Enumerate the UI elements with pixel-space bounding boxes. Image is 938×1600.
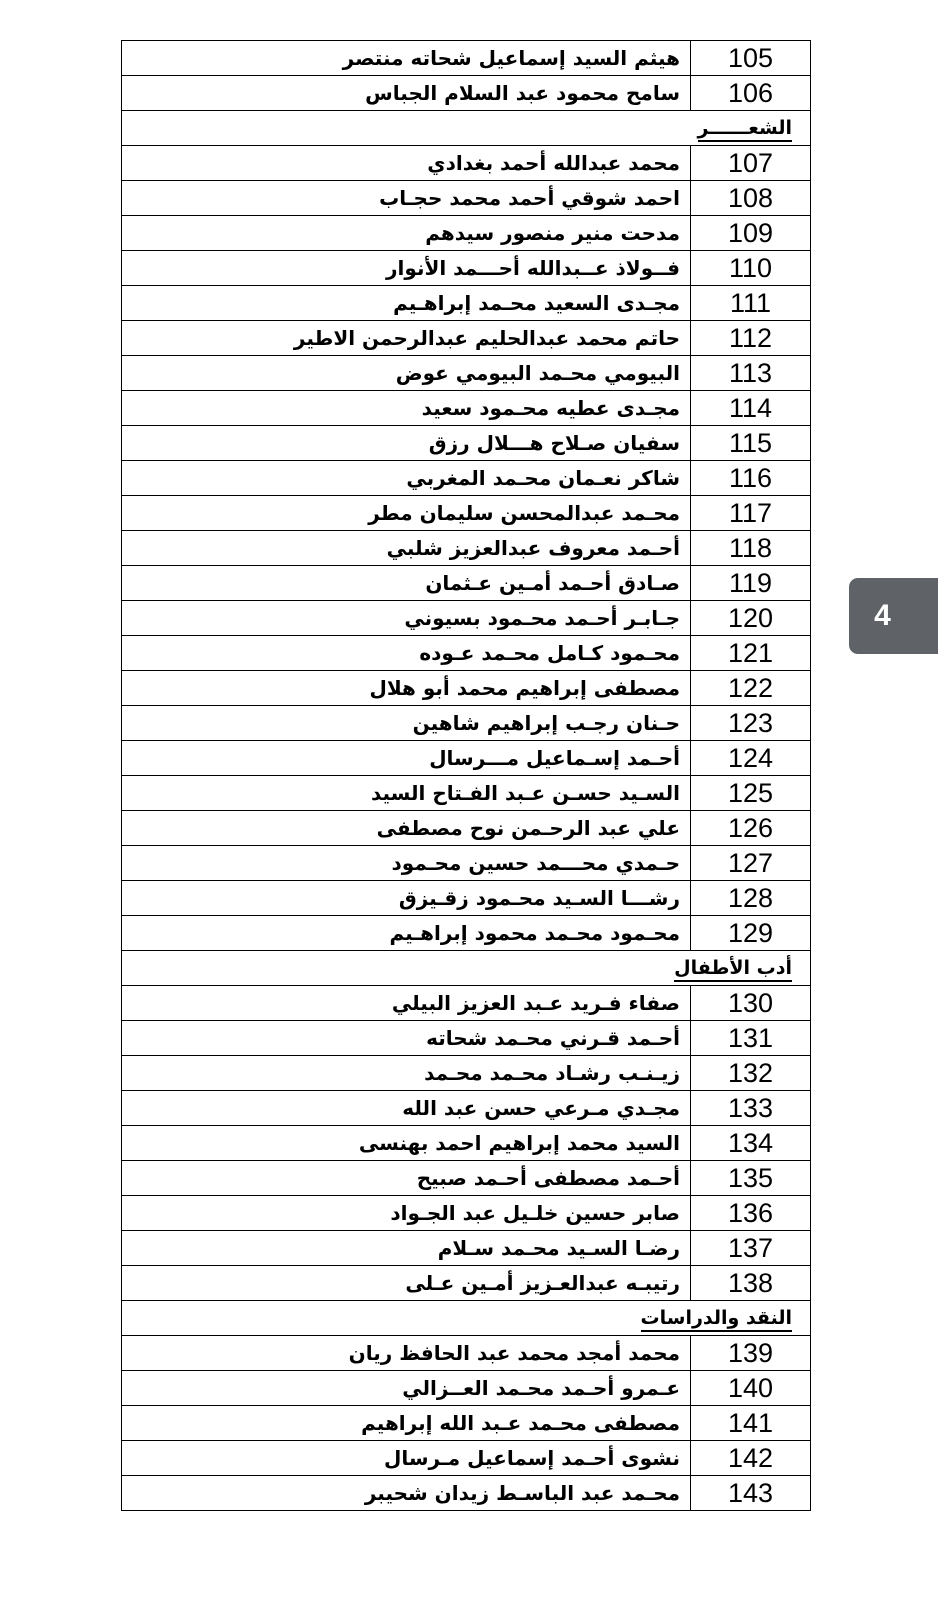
person-name: محـمود كـامل محـمد عـوده — [122, 636, 691, 671]
person-name: جـابـر أحـمد محـمود بسيوني — [122, 601, 691, 636]
table-row — [122, 706, 811, 741]
table-row — [122, 1091, 811, 1126]
table-row — [122, 1056, 811, 1091]
entry-number: 109 — [691, 216, 811, 251]
table-row — [122, 1231, 811, 1266]
table-row — [122, 846, 811, 881]
person-name: محـمود محـمد محمود إبراهـيم — [122, 916, 691, 951]
table-row — [122, 496, 811, 531]
table-row — [122, 601, 811, 636]
table-row — [122, 811, 811, 846]
entry-number: 126 — [691, 811, 811, 846]
person-name: هيثم السيد إسماعيل شحاته منتصر — [122, 41, 691, 76]
entry-number: 107 — [691, 146, 811, 181]
person-name: صفاء فـريد عـبد العزيز البيلي — [122, 986, 691, 1021]
entry-number: 121 — [691, 636, 811, 671]
entry-number: 119 — [691, 566, 811, 601]
entry-number: 123 — [691, 706, 811, 741]
person-name: صـادق أحـمد أمـين عـثمان — [122, 566, 691, 601]
table-row — [122, 986, 811, 1021]
person-name: أحـمد معروف عبدالعزيز شلبي — [122, 531, 691, 566]
entry-number: 137 — [691, 1231, 811, 1266]
table-row — [122, 461, 811, 496]
person-name: شاكر نعـمان محـمد المغربي — [122, 461, 691, 496]
person-name: احمد شوقي أحمد محمد حجـاب — [122, 181, 691, 216]
entry-number: 116 — [691, 461, 811, 496]
entry-number: 114 — [691, 391, 811, 426]
table-row — [122, 76, 811, 111]
table-row — [122, 1476, 811, 1511]
table-row — [122, 286, 811, 321]
section-title: النقد والدراسات — [641, 1306, 792, 1332]
table-row — [122, 916, 811, 951]
person-name: مدحت منير منصور سيدهم — [122, 216, 691, 251]
table-row — [122, 181, 811, 216]
names-table-body — [122, 41, 811, 1511]
entry-number: 136 — [691, 1196, 811, 1231]
section-title: أدب الأطفال — [674, 956, 792, 982]
person-name: مجـدي مـرعي حسن عبد الله — [122, 1091, 691, 1126]
table-row — [122, 216, 811, 251]
section-title: الشعــــــر — [698, 116, 793, 142]
section-header-cell — [122, 111, 811, 146]
table-row — [122, 1406, 811, 1441]
table-row — [122, 671, 811, 706]
entry-number: 113 — [691, 356, 811, 391]
table-row — [122, 531, 811, 566]
person-name: البيومي محـمد البيومي عوض — [122, 356, 691, 391]
entry-number: 131 — [691, 1021, 811, 1056]
entry-number: 122 — [691, 671, 811, 706]
table-row — [122, 1021, 811, 1056]
entry-number: 140 — [691, 1371, 811, 1406]
entry-number: 115 — [691, 426, 811, 461]
entry-number: 111 — [691, 286, 811, 321]
entry-number: 128 — [691, 881, 811, 916]
person-name: نشوى أحـمد إسماعيل مـرسال — [122, 1441, 691, 1476]
person-name: مجـدى السعيد محـمد إبراهـيم — [122, 286, 691, 321]
entry-number: 106 — [691, 76, 811, 111]
entry-number: 110 — [691, 251, 811, 286]
entry-number: 124 — [691, 741, 811, 776]
table-row — [122, 741, 811, 776]
entry-number: 118 — [691, 531, 811, 566]
entry-number: 129 — [691, 916, 811, 951]
table-row — [122, 391, 811, 426]
person-name: السـيد حسـن عـبد الفـتاح السيد — [122, 776, 691, 811]
person-name: محـمد عبدالمحسن سليمان مطر — [122, 496, 691, 531]
person-name: صابر حسين خلـيل عبد الجـواد — [122, 1196, 691, 1231]
person-name: سفيان صـلاح هـــلال رزق — [122, 426, 691, 461]
table-row — [122, 776, 811, 811]
section-header-cell — [122, 951, 811, 986]
entry-number: 108 — [691, 181, 811, 216]
person-name: أحـمد قـرني محـمد شحاته — [122, 1021, 691, 1056]
person-name: أحـمد إسـماعيل مـــرسال — [122, 741, 691, 776]
table-row — [122, 321, 811, 356]
entry-number: 105 — [691, 41, 811, 76]
table-row — [122, 1336, 811, 1371]
entry-number: 125 — [691, 776, 811, 811]
person-name: السيد محمد إبراهيم احمد بهنسى — [122, 1126, 691, 1161]
person-name: محـمد عبد الباسـط زيدان شحيبر — [122, 1476, 691, 1511]
person-name: رتيبـه عبدالعـزيز أمـين عـلى — [122, 1266, 691, 1301]
section-header-row — [122, 111, 811, 146]
entry-number: 130 — [691, 986, 811, 1021]
person-name: أحـمد مصطفى أحـمد صبيح — [122, 1161, 691, 1196]
table-row — [122, 1161, 811, 1196]
person-name: زيـنـب رشـاد محـمد محـمد — [122, 1056, 691, 1091]
entry-number: 142 — [691, 1441, 811, 1476]
section-header-row — [122, 951, 811, 986]
person-name: علي عبد الرحـمن نوح مصطفى — [122, 811, 691, 846]
person-name: حاتم محمد عبدالحليم عبدالرحمن الاطير — [122, 321, 691, 356]
person-name: محمد أمجد محمد عبد الحافظ ريان — [122, 1336, 691, 1371]
table-row — [122, 251, 811, 286]
section-header-row — [122, 1301, 811, 1336]
table-row — [122, 1196, 811, 1231]
entry-number: 127 — [691, 846, 811, 881]
entry-number: 135 — [691, 1161, 811, 1196]
person-name: مجـدى عطيه محـمود سعيد — [122, 391, 691, 426]
table-row — [122, 1371, 811, 1406]
person-name: رضـا السـيد محـمد سـلام — [122, 1231, 691, 1266]
table-row — [122, 1441, 811, 1476]
person-name: حـمدي محـــمد حسين محـمود — [122, 846, 691, 881]
table-row — [122, 881, 811, 916]
person-name: عـمرو أحـمد محـمد العــزالي — [122, 1371, 691, 1406]
section-header-cell — [122, 1301, 811, 1336]
entry-number: 133 — [691, 1091, 811, 1126]
table-row — [122, 356, 811, 391]
names-table — [121, 40, 811, 1511]
entry-number: 143 — [691, 1476, 811, 1511]
table-row — [122, 1266, 811, 1301]
person-name: سامح محمود عبد السلام الجباس — [122, 76, 691, 111]
entry-number: 134 — [691, 1126, 811, 1161]
table-row — [122, 41, 811, 76]
entry-number: 112 — [691, 321, 811, 356]
entry-number: 132 — [691, 1056, 811, 1091]
person-name: حـنان رجـب إبراهيم شاهين — [122, 706, 691, 741]
person-name: رشـــا السـيد محـمود زقـيزق — [122, 881, 691, 916]
entry-number: 117 — [691, 496, 811, 531]
person-name: مصطفى إبراهيم محمد أبو هلال — [122, 671, 691, 706]
table-row — [122, 636, 811, 671]
entry-number: 138 — [691, 1266, 811, 1301]
table-row — [122, 146, 811, 181]
table-row — [122, 426, 811, 461]
entry-number: 139 — [691, 1336, 811, 1371]
table-row — [122, 1126, 811, 1161]
entry-number: 141 — [691, 1406, 811, 1441]
entry-number: 120 — [691, 601, 811, 636]
person-name: فــولاذ عــبدالله أحـــمد الأنوار — [122, 251, 691, 286]
person-name: مصطفى محـمد عـبد الله إبراهيم — [122, 1406, 691, 1441]
table-row — [122, 566, 811, 601]
person-name: محمد عبدالله أحمد بغدادي — [122, 146, 691, 181]
page-number-badge[interactable]: 4 — [849, 578, 938, 654]
